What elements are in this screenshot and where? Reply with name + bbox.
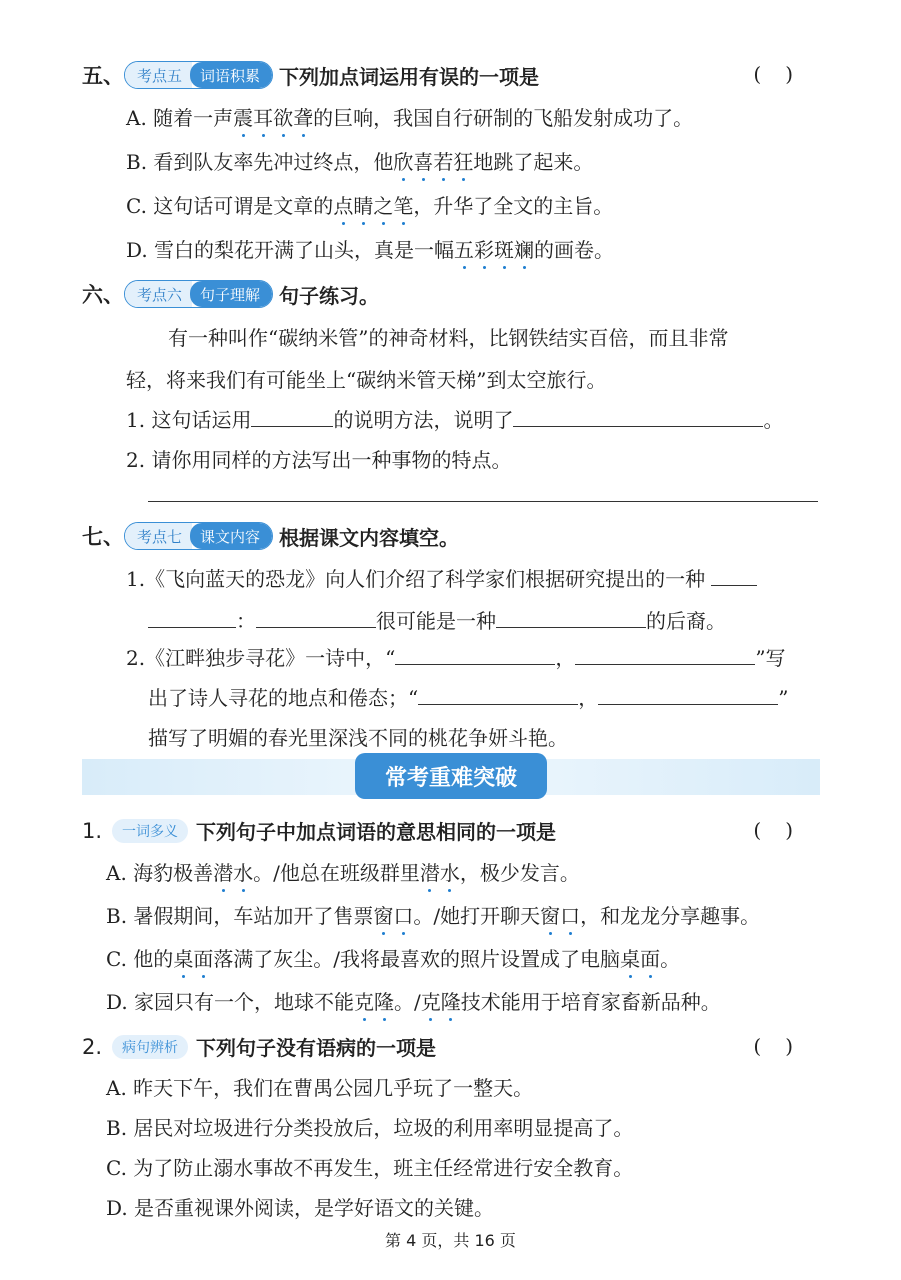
option-a: A. 海豹极善潜水。/他总在班级群里潜水，极少发言。 (106, 861, 580, 885)
question-2-line-2: 出了诗人寻花的地点和倦态；“ ， ” (148, 686, 789, 710)
option-b: B. 看到队友率先冲过终点，他欣喜若狂地跳了起来。 (126, 150, 594, 174)
page-number: 第 4 页，共 16 页 (385, 1231, 516, 1250)
practice-2-heading (82, 1032, 436, 1061)
question-title: 下列句子没有语病的一项是 (196, 1036, 436, 1060)
section-6-heading (82, 279, 379, 309)
passage-line-1: 有一种叫作“碳纳米管”的神奇材料，比钢铁结实百倍，而且非常 (168, 326, 729, 350)
question-1: 1. 这句话运用 的说明方法，说明了 。 (126, 408, 784, 432)
practice-1-heading (82, 816, 556, 845)
option-c: C. 他的桌面落满了灰尘。/我将最喜欢的照片设置成了电脑桌面。 (106, 947, 681, 971)
section-5-heading (82, 60, 539, 90)
answer-line[interactable] (148, 501, 818, 502)
option-b: B. 居民对垃圾进行分类投放后，垃圾的利用率明显提高了。 (106, 1116, 634, 1140)
topic-tag: 考点七 课文内容 (124, 522, 273, 550)
section-number: 六、 (82, 283, 124, 307)
topic-tag: 一词多义 (112, 819, 188, 843)
option-c: C. 为了防止溺水事故不再发生，班主任经常进行安全教育。 (106, 1156, 634, 1180)
answer-paren: () (753, 62, 817, 86)
passage-line-2: 轻，将来我们有可能坐上“碳纳米管天梯”到太空旅行。 (126, 368, 607, 392)
option-d: D. 雪白的梨花开满了山头，真是一幅五彩斑斓的画卷。 (126, 238, 615, 262)
blank[interactable] (256, 609, 376, 628)
option-d: D. 家园只有一个，地球不能克隆。/克隆技术能用于培育家畜新品种。 (106, 990, 721, 1014)
option-a: A. 昨天下午，我们在曹禺公园几乎玩了一整天。 (106, 1076, 534, 1100)
question-title: 句子练习。 (279, 283, 380, 308)
blank[interactable] (251, 408, 333, 427)
option-a: A. 随着一声震耳欲聋的巨响，我国自行研制的飞船发射成功了。 (126, 106, 694, 130)
question-title: 下列加点词运用有误的一项是 (279, 64, 540, 89)
blank[interactable] (598, 686, 778, 705)
answer-paren: () (753, 1034, 817, 1058)
question-2-line-3: 描写了明媚的春光里深浅不同的桃花争妍斗艳。 (148, 726, 568, 750)
section-number: 七、 (82, 525, 124, 549)
blank[interactable] (395, 646, 555, 665)
answer-paren: () (753, 818, 817, 842)
section-7-heading (82, 521, 459, 551)
question-1-line-1: 1.《飞向蓝天的恐龙》向人们介绍了科学家们根据研究提出的一种 (126, 563, 757, 592)
question-title: 根据课文内容填空。 (279, 525, 460, 550)
question-2: 2. 请你用同样的方法写出一种事物的特点。 (126, 448, 512, 472)
option-c: C. 这句话可谓是文章的点睛之笔，升华了全文的主旨。 (126, 194, 614, 218)
question-number: 1. (82, 818, 103, 843)
blank[interactable] (496, 609, 646, 628)
topic-tag: 考点六 句子理解 (124, 280, 273, 308)
topic-tag: 病句辨析 (112, 1035, 188, 1059)
banner-title: 常考重难突破 (355, 753, 547, 799)
section-number: 五、 (82, 64, 124, 88)
blank[interactable] (148, 609, 236, 628)
blank[interactable] (513, 408, 763, 427)
topic-tag: 考点五 词语积累 (124, 61, 273, 89)
question-1-line-2: ： 很可能是一种 的后裔。 (148, 605, 726, 634)
blank[interactable] (418, 686, 578, 705)
blank[interactable] (575, 646, 755, 665)
option-b: B. 暑假期间，车站加开了售票窗口。/她打开聊天窗口，和龙龙分享趣事。 (106, 904, 761, 928)
question-number: 2. (82, 1034, 103, 1059)
question-title: 下列句子中加点词语的意思相同的一项是 (196, 820, 556, 844)
question-2-line-1: 2.《江畔独步寻花》一诗中，“ ， ”写 (126, 646, 786, 670)
blank[interactable] (711, 567, 757, 586)
option-d: D. 是否重视课外阅读，是学好语文的关键。 (106, 1196, 495, 1220)
